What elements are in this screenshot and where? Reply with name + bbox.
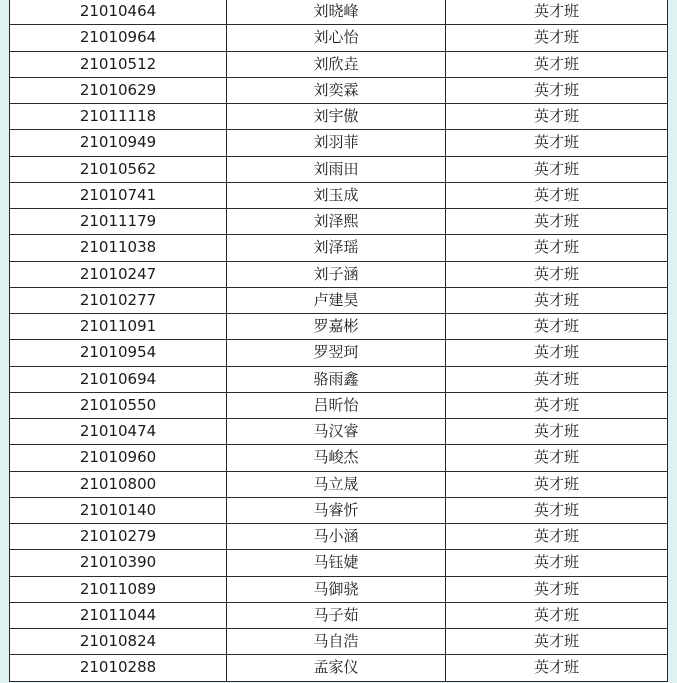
- class-name-cell: 英才班: [446, 156, 668, 182]
- student-id-cell: 21010800: [10, 471, 227, 497]
- student-name-cell: 刘欣垚: [227, 51, 446, 77]
- table-row: [10, 314, 668, 340]
- student-id-cell: 21011091: [10, 314, 227, 340]
- student-name-cell: 刘晓峰: [227, 0, 446, 25]
- table-row: [10, 392, 668, 418]
- class-name-cell: 英才班: [446, 471, 668, 497]
- table-row: [10, 51, 668, 77]
- class-name-cell: 英才班: [446, 130, 668, 156]
- student-id-cell: 21010562: [10, 156, 227, 182]
- class-name-cell: 英才班: [446, 77, 668, 103]
- table-row: [10, 340, 668, 366]
- student-id-cell: 21010629: [10, 77, 227, 103]
- class-name-cell: 英才班: [446, 287, 668, 313]
- table-row: [10, 602, 668, 628]
- class-name-cell: 英才班: [446, 629, 668, 655]
- student-id-cell: 21010960: [10, 445, 227, 471]
- student-id-cell: 21011089: [10, 576, 227, 602]
- student-name-cell: 罗翌珂: [227, 340, 446, 366]
- table-row: [10, 287, 668, 313]
- student-id-cell: 21010277: [10, 287, 227, 313]
- class-name-cell: 英才班: [446, 182, 668, 208]
- class-name-cell: 英才班: [446, 497, 668, 523]
- student-id-cell: 21010949: [10, 130, 227, 156]
- class-name-cell: 英才班: [446, 550, 668, 576]
- class-name-cell: 英才班: [446, 261, 668, 287]
- class-name-cell: 英才班: [446, 340, 668, 366]
- student-id-cell: 21010474: [10, 419, 227, 445]
- class-name-cell: 英才班: [446, 104, 668, 130]
- table-row: [10, 209, 668, 235]
- student-id-cell: 21011044: [10, 602, 227, 628]
- student-name-cell: 罗嘉彬: [227, 314, 446, 340]
- table-row: [10, 445, 668, 471]
- student-id-cell: 21010279: [10, 524, 227, 550]
- table-row: [10, 655, 668, 681]
- table-row: [10, 77, 668, 103]
- class-name-cell: 英才班: [446, 419, 668, 445]
- student-name-cell: 马御骁: [227, 576, 446, 602]
- table-row: [10, 156, 668, 182]
- student-id-cell: 21011179: [10, 209, 227, 235]
- student-name-cell: 骆雨鑫: [227, 366, 446, 392]
- table-row: [10, 366, 668, 392]
- student-name-cell: 刘子涵: [227, 261, 446, 287]
- student-name-cell: 马自浩: [227, 629, 446, 655]
- class-name-cell: 英才班: [446, 445, 668, 471]
- table-row: [10, 235, 668, 261]
- student-name-cell: 刘雨田: [227, 156, 446, 182]
- table-row: [10, 576, 668, 602]
- student-name-cell: 马立晟: [227, 471, 446, 497]
- student-name-cell: 吕昕怡: [227, 392, 446, 418]
- student-id-cell: 21010741: [10, 182, 227, 208]
- table-row: [10, 524, 668, 550]
- class-name-cell: 英才班: [446, 0, 668, 25]
- student-id-cell: 21010954: [10, 340, 227, 366]
- class-name-cell: 英才班: [446, 655, 668, 681]
- student-id-cell: 21010694: [10, 366, 227, 392]
- class-name-cell: 英才班: [446, 25, 668, 51]
- table-row: [10, 130, 668, 156]
- student-name-cell: 马小涵: [227, 524, 446, 550]
- table-row: [10, 182, 668, 208]
- student-name-cell: 马睿忻: [227, 497, 446, 523]
- student-id-cell: 21011118: [10, 104, 227, 130]
- student-name-cell: 刘玉成: [227, 182, 446, 208]
- class-name-cell: 英才班: [446, 235, 668, 261]
- table-row: [10, 25, 668, 51]
- student-name-cell: 刘宇傲: [227, 104, 446, 130]
- class-name-cell: 英才班: [446, 51, 668, 77]
- student-id-cell: 21010140: [10, 497, 227, 523]
- student-id-cell: 21010512: [10, 51, 227, 77]
- class-name-cell: 英才班: [446, 524, 668, 550]
- student-name-cell: 刘泽瑶: [227, 235, 446, 261]
- student-name-cell: 刘奕霖: [227, 77, 446, 103]
- table-row: [10, 0, 668, 25]
- student-name-cell: 刘羽菲: [227, 130, 446, 156]
- table-row: [10, 104, 668, 130]
- student-name-cell: 马钰婕: [227, 550, 446, 576]
- student-table: [9, 0, 668, 682]
- student-id-cell: 21010550: [10, 392, 227, 418]
- table-row: [10, 497, 668, 523]
- student-id-cell: 21010390: [10, 550, 227, 576]
- class-name-cell: 英才班: [446, 602, 668, 628]
- student-id-cell: 21010247: [10, 261, 227, 287]
- table-row: [10, 629, 668, 655]
- table-row: [10, 419, 668, 445]
- student-id-cell: 21010464: [10, 0, 227, 25]
- student-id-cell: 21010288: [10, 655, 227, 681]
- student-name-cell: 刘心怡: [227, 25, 446, 51]
- student-name-cell: 卢建昊: [227, 287, 446, 313]
- student-name-cell: 刘泽熙: [227, 209, 446, 235]
- student-table-container: [9, 0, 667, 682]
- student-name-cell: 马子茹: [227, 602, 446, 628]
- student-name-cell: 马峻杰: [227, 445, 446, 471]
- student-id-cell: 21011038: [10, 235, 227, 261]
- class-name-cell: 英才班: [446, 314, 668, 340]
- class-name-cell: 英才班: [446, 209, 668, 235]
- class-name-cell: 英才班: [446, 576, 668, 602]
- table-row: [10, 550, 668, 576]
- student-name-cell: 孟家仪: [227, 655, 446, 681]
- class-name-cell: 英才班: [446, 366, 668, 392]
- table-row: [10, 261, 668, 287]
- table-row: [10, 471, 668, 497]
- student-id-cell: 21010824: [10, 629, 227, 655]
- class-name-cell: 英才班: [446, 392, 668, 418]
- student-id-cell: 21010964: [10, 25, 227, 51]
- student-table-body: [10, 0, 668, 681]
- student-name-cell: 马汉睿: [227, 419, 446, 445]
